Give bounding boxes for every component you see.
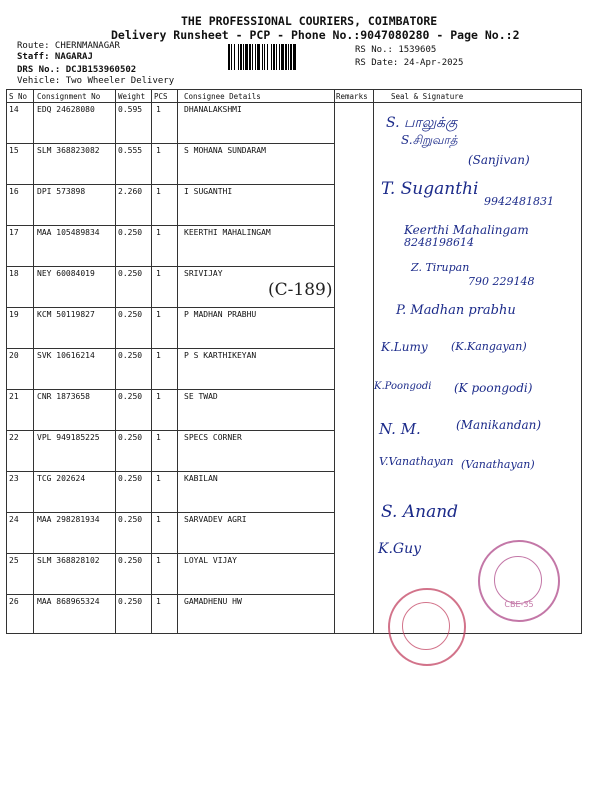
row-divider	[6, 348, 334, 349]
row-signature: T. Suganthi	[381, 179, 479, 199]
row-consignee: SE TWAD	[184, 392, 218, 401]
row-consignment-no: MAA 105489834	[37, 228, 100, 237]
row-consignee: LOYAL VIJAY	[184, 556, 237, 565]
row-pcs: 1	[156, 105, 161, 114]
row-consignee: KEERTHI MAHALINGAM	[184, 228, 271, 237]
row-consignment-no: NEY 60084019	[37, 269, 95, 278]
row-signature: Z. Tirupan	[411, 261, 470, 274]
row-divider	[6, 266, 334, 267]
row-consignment-no: SLM 368828102	[37, 556, 100, 565]
row-signature: (Sanjivan)	[468, 153, 530, 167]
row-signature-note: (Vanathayan)	[461, 458, 535, 471]
rs-number: RS No.: 1539605	[355, 45, 437, 55]
row-consignee: GAMADHENU HW	[184, 597, 242, 606]
vehicle-label: Vehicle: Two Wheeler Delivery	[17, 76, 175, 86]
row-consignee: KABILAN	[184, 474, 218, 483]
row-consignee: DHANALAKSHMI	[184, 105, 242, 114]
row-consignment-no: CNR 1873658	[37, 392, 90, 401]
row-weight: 0.250	[118, 392, 143, 401]
row-pcs: 1	[156, 433, 161, 442]
row-sno: 16	[9, 187, 19, 196]
row-signature-note: 8248198614	[404, 236, 474, 249]
staff-label: Staff: NAGARAJ	[17, 52, 93, 62]
row-weight: 0.250	[118, 351, 143, 360]
row-sno: 20	[9, 351, 19, 360]
row-consignment-no: DPI 573898	[37, 187, 86, 196]
runsheet-subtitle: Delivery Runsheet - PCP - Phone No.:9047080280 - Page No.:2	[111, 28, 520, 42]
row-signature: K.Guy	[378, 541, 422, 557]
col-sno-header: S No	[9, 92, 28, 101]
barcode-image	[228, 44, 350, 70]
row-sno: 21	[9, 392, 19, 401]
row-signature-note: (Manikandan)	[456, 418, 542, 432]
row-divider	[6, 184, 334, 185]
row-consignment-no: VPL 949185225	[37, 433, 100, 442]
row-weight: 0.250	[118, 515, 143, 524]
row-sno: 25	[9, 556, 19, 565]
col-weight-header: Weight	[118, 92, 146, 101]
row-consignment-no: MAA 298281934	[37, 515, 100, 524]
col-consignee-header: Consignee Details	[184, 92, 261, 101]
second-seal	[388, 588, 466, 666]
row-consignment-no: EDQ 24628080	[37, 105, 95, 114]
col-remarks-header: Remarks	[336, 92, 368, 101]
row-divider	[6, 225, 334, 226]
row-pcs: 1	[156, 474, 161, 483]
row-weight: 0.250	[118, 474, 143, 483]
row-sno: 18	[9, 269, 19, 278]
row-consignee: SRIVIJAY	[184, 269, 223, 278]
row-sno: 17	[9, 228, 19, 237]
row-pcs: 1	[156, 597, 161, 606]
row-signature: V.Vanathayan	[379, 455, 454, 468]
row-signature: Keerthi Mahalingam	[404, 223, 529, 237]
col-seal-header: Seal & Signature	[391, 92, 464, 101]
row-sno: 24	[9, 515, 19, 524]
row-consignee: P MADHAN PRABHU	[184, 310, 257, 319]
row-weight: 0.250	[118, 228, 143, 237]
company-name: THE PROFESSIONAL COURIERS, COIMBATORE	[181, 14, 438, 28]
row-signature: N. M.	[379, 420, 421, 438]
row-sno: 23	[9, 474, 19, 483]
row-weight: 0.250	[118, 597, 143, 606]
rs-date: RS Date: 24-Apr-2025	[355, 58, 464, 68]
row-sno: 26	[9, 597, 19, 606]
row-consignment-no: KCM 50119827	[37, 310, 95, 319]
row-divider	[6, 553, 334, 554]
row-pcs: 1	[156, 392, 161, 401]
row-consignee: I SUGANTHI	[184, 187, 233, 196]
row-weight: 0.250	[118, 556, 143, 565]
row-weight: 2.260	[118, 187, 143, 196]
row-divider	[6, 389, 334, 390]
row-consignment-no: TCG 202624	[37, 474, 86, 483]
row-signature: S. Anand	[381, 502, 459, 522]
row-consignee: S MOHANA SUNDARAM	[184, 146, 266, 155]
row-sno: 22	[9, 433, 19, 442]
row-divider	[6, 307, 334, 308]
row-divider	[6, 512, 334, 513]
row-pcs: 1	[156, 556, 161, 565]
seal-text: CBE-35	[504, 600, 534, 609]
company-seal	[478, 540, 560, 622]
row-divider	[6, 430, 334, 431]
barcode-bar	[296, 44, 297, 70]
row-divider	[6, 143, 334, 144]
row-consignee: SARVADEV AGRI	[184, 515, 247, 524]
row-divider	[6, 471, 334, 472]
row-divider	[6, 594, 334, 595]
row-pcs: 1	[156, 515, 161, 524]
row-pcs: 1	[156, 310, 161, 319]
row-consignee: SPECS CORNER	[184, 433, 242, 442]
remark-annotation: (C-189)	[268, 280, 333, 300]
row-pcs: 1	[156, 146, 161, 155]
row-signature: S. பாலுக்கு	[386, 115, 458, 131]
row-signature-note: (K.Kangayan)	[451, 340, 527, 353]
col-pcs-header: PCS	[154, 92, 168, 101]
col-consignment-header: Consignment No	[37, 92, 101, 101]
row-weight: 0.555	[118, 146, 143, 155]
row-pcs: 1	[156, 351, 161, 360]
row-signature-note: 790 229148	[468, 275, 535, 288]
row-signature: P. Madhan prabhu	[396, 303, 516, 318]
row-signature: K.Lumy	[381, 340, 428, 354]
row-weight: 0.250	[118, 433, 143, 442]
row-sno: 14	[9, 105, 19, 114]
row-pcs: 1	[156, 228, 161, 237]
row-pcs: 1	[156, 187, 161, 196]
row-weight: 0.250	[118, 310, 143, 319]
row-signature-note: 9942481831	[484, 195, 554, 208]
row-consignment-no: SVK 10616214	[37, 351, 95, 360]
row-pcs: 1	[156, 269, 161, 278]
drs-number: DRS No.: DCJB153960502	[17, 65, 137, 75]
row-consignee: P S KARTHIKEYAN	[184, 351, 257, 360]
row-signature: K.Poongodi	[374, 381, 432, 392]
route-label: Route: CHERNMANAGAR	[17, 41, 120, 51]
row-consignment-no: MAA 868965324	[37, 597, 100, 606]
row-weight: 0.250	[118, 269, 143, 278]
row-weight: 0.595	[118, 105, 143, 114]
row-sno: 19	[9, 310, 19, 319]
row-consignment-no: SLM 368823082	[37, 146, 100, 155]
row-signature-note: (K poongodi)	[454, 381, 533, 395]
row-sno: 15	[9, 146, 19, 155]
row-signature-note: S.சிறுவாத்	[401, 133, 458, 147]
